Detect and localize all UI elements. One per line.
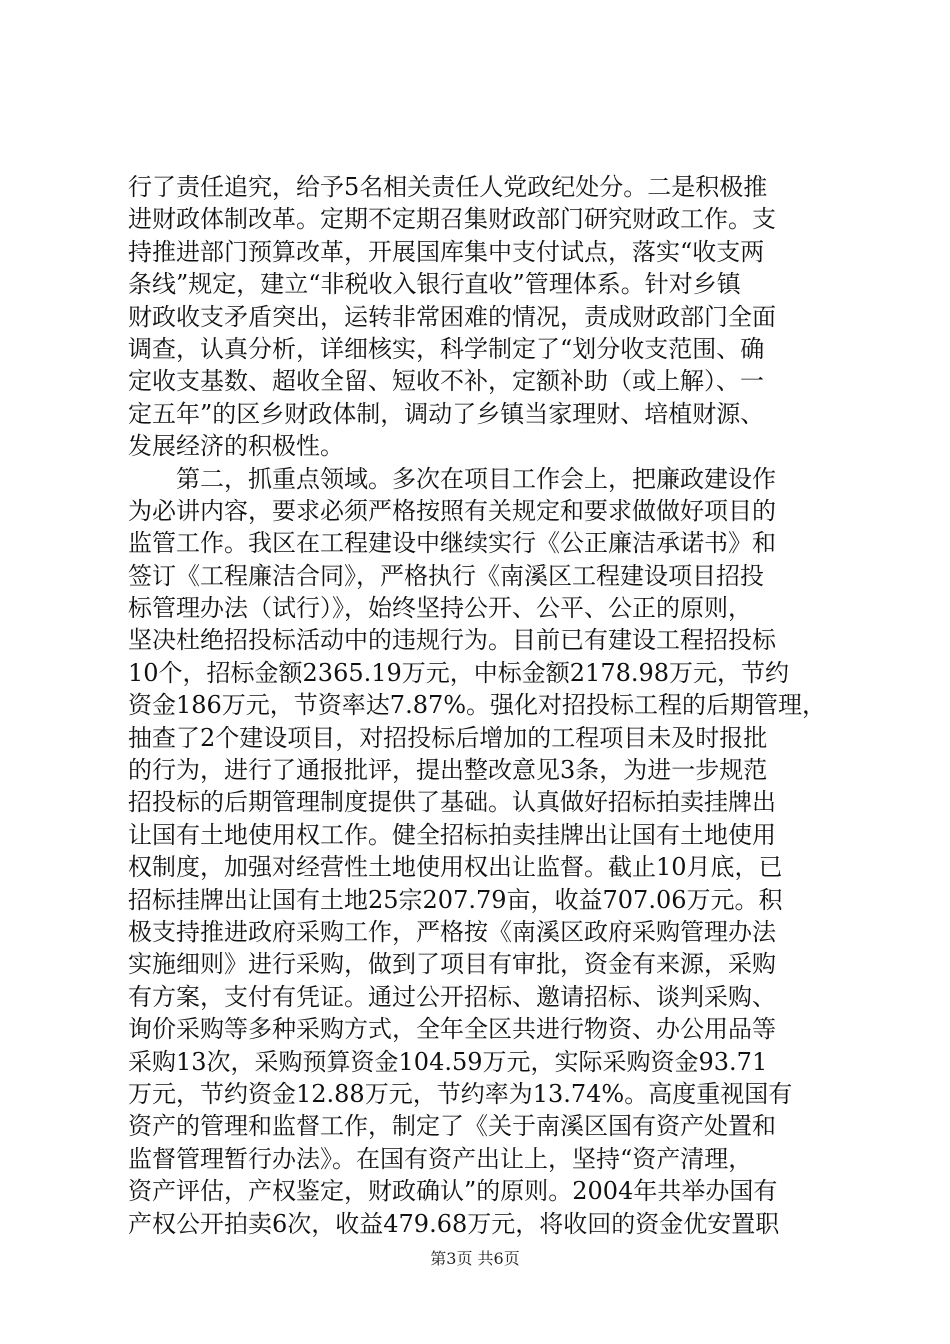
text-line: 让国有土地使用权工作。健全招标拍卖挂牌出让国有土地使用: [128, 820, 776, 849]
text-line: 标管理办法（试行）》，始终坚持公开、公平、公正的原则，: [128, 594, 752, 623]
text-line: 资产评估，产权鉴定，财政确认”的原则。2004年共举办国有: [128, 1177, 778, 1206]
text-line: 签订《工程廉洁合同》，严格执行《南溪区工程建设项目招投: [128, 561, 764, 590]
text-line: 监管工作。我区在工程建设中继续实行《公正廉洁承诺书》和: [128, 529, 776, 558]
text-line: 万元，节约资金12.88万元，节约率为13.74%。高度重视国有: [128, 1079, 793, 1108]
text-line: 进财政体制改革。定期不定期召集财政部门研究财政工作。支: [128, 205, 776, 234]
text-line: 产权公开拍卖6次，收益479.68万元，将收回的资金优安置职: [128, 1209, 780, 1238]
text-line: 条线”规定，建立“非税收入银行直收”管理体系。针对乡镇: [128, 270, 741, 299]
text-line: 资金186万元，节资率达7.87%。强化对招投标工程的后期管理，: [128, 691, 827, 720]
text-line: 招标挂牌出让国有土地25宗207.79亩，收益707.06万元。积: [128, 885, 783, 914]
text-line: 极支持推进政府采购工作，严格按《南溪区政府采购管理办法: [128, 917, 776, 946]
text-line: 定收支基数、超收全留、短收不补，定额补助（或上解）、一: [128, 367, 764, 396]
text-line: 资产的管理和监督工作，制定了《关于南溪区国有资产处置和: [128, 1112, 776, 1141]
text-line: 为必讲内容，要求必须严格按照有关规定和要求做做好项目的: [128, 496, 776, 525]
text-line: 有方案，支付有凭证。通过公开招标、邀请招标、谈判采购、: [128, 982, 776, 1011]
text-line: 10个，招标金额2365.19万元，中标金额2178.98万元，节约: [128, 658, 790, 687]
text-line: 调查，认真分析，详细核实，科学制定了“划分收支范围、确: [128, 334, 765, 363]
text-line: 抽查了2个建设项目，对招投标后增加的工程项目未及时报批: [128, 723, 768, 752]
text-line: 监督管理暂行办法》。在国有资产出让上，坚持“资产清理，: [128, 1144, 753, 1173]
text-line: 询价采购等多种采购方式，全年全区共进行物资、办公用品等: [128, 1015, 776, 1044]
body-text: [128, 171, 828, 1240]
text-line: 坚决杜绝招投标活动中的违规行为。目前已有建设工程招投标: [128, 626, 776, 655]
text-line: 招投标的后期管理制度提供了基础。认真做好招标拍卖挂牌出: [128, 788, 776, 817]
text-line: 的行为，进行了通报批评，提出整改意见3条，为进一步规范: [128, 756, 768, 785]
text-line: 财政收支矛盾突出，运转非常困难的情况，责成财政部门全面: [128, 302, 776, 331]
text-line: 定五年”的区乡财政体制，调动了乡镇当家理财、培植财源、: [128, 399, 765, 428]
text-line: 发展经济的积极性。: [128, 432, 344, 461]
page-footer: 第3页 共6页: [430, 1249, 520, 1268]
text-line: 采购13次，采购预算资金104.59万元，实际采购资金93.71: [128, 1047, 768, 1076]
text-line: 实施细则》进行采购，做到了项目有审批，资金有来源，采购: [128, 950, 776, 979]
text-line: 行了责任追究，给予5名相关责任人党政纪处分。二是积极推: [128, 173, 768, 201]
text-line: 权制度，加强对经营性土地使用权出让监督。截止10月底，已: [128, 853, 783, 882]
text-line: 第二，抓重点领域。多次在项目工作会上，把廉政建设作: [128, 464, 776, 493]
text-line: 持推进部门预算改革，开展国库集中支付试点，落实“收支两: [128, 237, 765, 266]
